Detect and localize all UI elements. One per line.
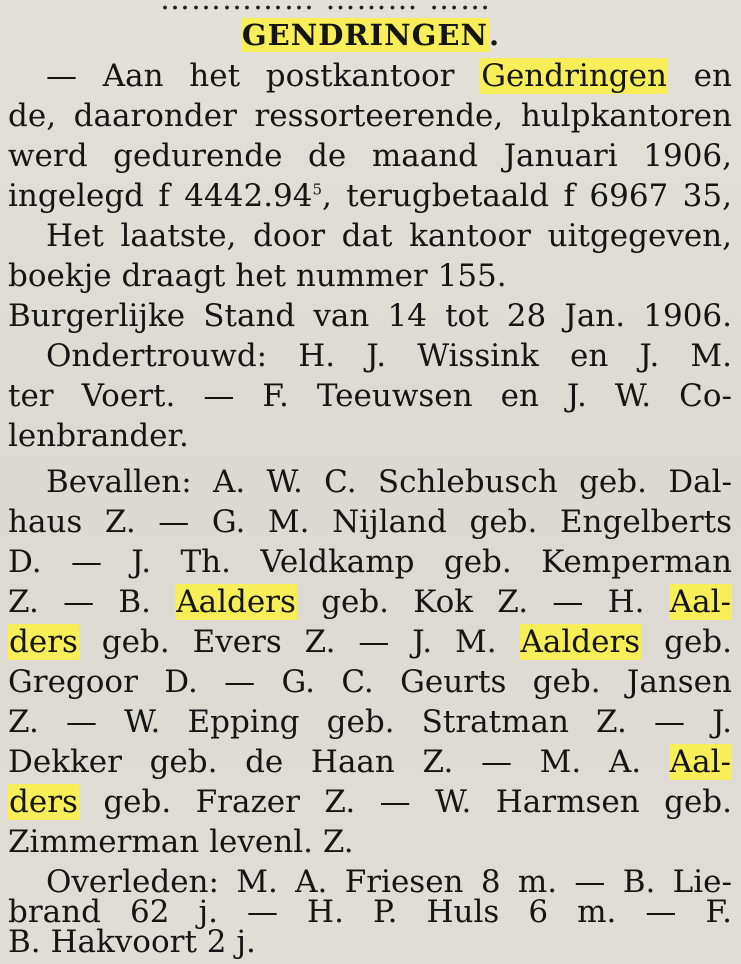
highlighted-term: Aal- (669, 584, 731, 620)
text-line: werd gedurende de maand Januari 1906, (8, 138, 732, 174)
text-line: Dekker geb. de Haan Z. — M. A. Aal- (8, 744, 731, 780)
previous-article-cutoff (0, 0, 741, 14)
text-line: Bevallen: A. W. C. Schlebusch geb. Dal- (46, 464, 732, 500)
text-line: ingelegd f 4442.94$^5$, terugbetaald f 6967 35, (8, 178, 732, 214)
highlighted-term: Aalders (176, 584, 296, 620)
text-line: D. — J. Th. Veldkamp geb. Kemperman (8, 544, 732, 580)
text-line: Gregoor D. — G. C. Geurts geb. Jansen (8, 664, 732, 700)
text-line: Het laatste, door dat kantoor uitgegeven, (46, 218, 732, 254)
highlighted-term: Aalders (520, 624, 641, 660)
text-line: Z. — B. Aalders geb. Kok Z. — H. Aal- (8, 584, 731, 620)
highlighted-term: GENDRINGEN (241, 18, 488, 52)
highlighted-term: ders (9, 784, 78, 820)
article-heading: GENDRINGEN. (241, 18, 501, 52)
text-line: de, daaronder ressorteerende, hulpkantoren (8, 98, 732, 134)
text-line: boekje draagt het nummer 155. (8, 258, 507, 294)
highlighted-term: ders (9, 624, 78, 660)
text-line: lenbrander. (8, 418, 189, 454)
section-heading: Burgerlijke Stand van 14 tot 28 Jan. 1906. (8, 298, 732, 334)
highlighted-term: Aal- (669, 744, 731, 780)
text-line: brand 62 j. — H. P. Huls 6 m. — F. (8, 894, 732, 930)
text-line: Z. — W. Epping geb. Stratman Z. — J. (8, 704, 732, 740)
text-line: — Aan het postkantoor Gendringen en (46, 58, 732, 94)
text-line: B. Hakvoort 2 j. (8, 924, 256, 960)
text-line: ders geb. Frazer Z. — W. Harmsen geb. (9, 784, 732, 820)
text-line: Zimmerman levenl. Z. (8, 824, 354, 860)
text-line: ders geb. Evers Z. — J. M. Aalders geb. (9, 624, 732, 660)
text-line: ter Voert. — F. Teeuwsen en J. W. Co- (8, 378, 732, 414)
text-line: haus Z. — G. M. Nijland geb. Engelberts (8, 504, 732, 540)
text-line: Overleden: M. A. Friesen 8 m. — B. Lie- (46, 864, 732, 900)
highlighted-term: Gendringen (481, 58, 667, 94)
text-line: Ondertrouwd: H. J. Wissink en J. M. (46, 338, 732, 374)
